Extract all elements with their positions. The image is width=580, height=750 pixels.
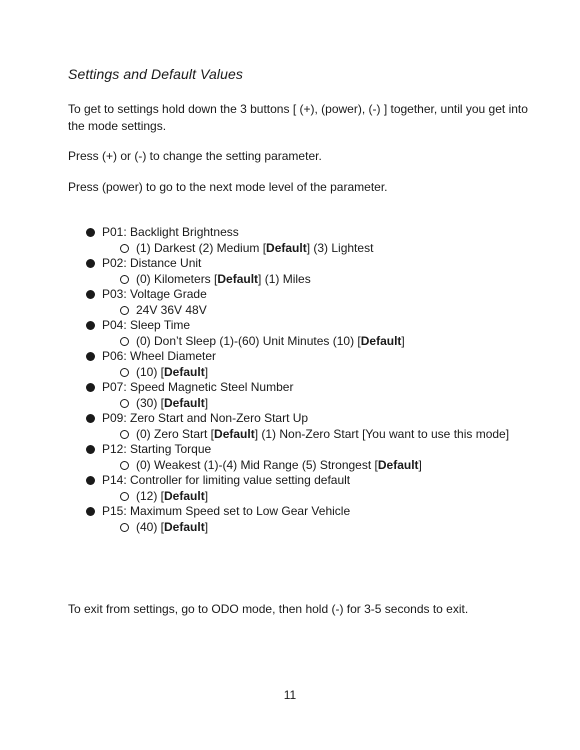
parameter-row — [86, 349, 556, 365]
parameter-item — [86, 442, 556, 473]
parameter-options — [86, 427, 556, 443]
hollow-circle-bullet-icon — [120, 523, 129, 532]
parameter-label: P01: Backlight Brightness — [102, 225, 239, 239]
parameter-options — [86, 365, 556, 381]
option-text: (10) [ — [136, 364, 165, 379]
parameter-row — [86, 442, 556, 458]
parameter-row — [86, 225, 556, 241]
parameter-label: P09: Zero Start and Non-Zero Start Up — [102, 411, 309, 425]
option-text: 24V 36V 48V — [136, 302, 207, 317]
parameter-options — [86, 303, 556, 319]
parameter-label: P07: Speed Magnetic Steel Number — [102, 380, 294, 394]
parameter-row — [86, 256, 556, 272]
parameter-item — [86, 287, 556, 318]
parameter-row — [86, 504, 556, 520]
option-text: (30) [ — [136, 395, 165, 410]
default-marker: Default — [266, 240, 307, 255]
parameter-options — [86, 272, 556, 288]
filled-bullet-icon — [86, 290, 95, 299]
parameter-label: P14: Controller for limiting value setting default — [102, 473, 351, 487]
parameter-item — [86, 318, 556, 349]
option-text: (0) Kilometers [ — [136, 271, 218, 286]
parameter-list — [86, 225, 556, 535]
hollow-circle-bullet-icon — [120, 461, 129, 470]
parameter-label: P15: Maximum Speed set to Low Gear Vehicle — [102, 504, 351, 518]
parameter-item — [86, 349, 556, 380]
filled-bullet-icon — [86, 228, 95, 237]
parameter-item — [86, 411, 556, 442]
default-marker: Default — [164, 488, 205, 503]
filled-bullet-icon — [86, 321, 95, 330]
parameter-options — [86, 489, 556, 505]
default-marker: Default — [377, 457, 419, 472]
parameter-label: P02: Distance Unit — [102, 256, 202, 270]
option-text: (1) Darkest (2) Medium [ — [136, 240, 267, 255]
default-marker: Default — [360, 333, 402, 348]
parameter-item — [86, 380, 556, 411]
hollow-circle-bullet-icon — [120, 244, 129, 253]
parameter-row — [86, 380, 556, 396]
change-parameter-paragraph: Press (+) or (-) to change the setting parameter. — [68, 149, 322, 163]
filled-bullet-icon — [86, 383, 95, 392]
parameter-row — [86, 318, 556, 334]
exit-paragraph: To exit from settings, go to ODO mode, then hold (-) for 3-5 seconds to exit. — [68, 602, 469, 616]
option-text: ] — [204, 519, 209, 534]
filled-bullet-icon — [86, 352, 95, 361]
parameter-label: P04: Sleep Time — [102, 318, 191, 332]
hollow-circle-bullet-icon — [120, 492, 129, 501]
parameter-options — [86, 334, 556, 350]
filled-bullet-icon — [86, 445, 95, 454]
hollow-circle-bullet-icon — [120, 275, 129, 284]
filled-bullet-icon — [86, 476, 95, 485]
option-text: (0) Weakest (1)-(4) Mid Range (5) Strongest [ — [136, 457, 378, 472]
hollow-circle-bullet-icon — [120, 368, 129, 377]
hollow-circle-bullet-icon — [120, 430, 129, 439]
parameter-label: P12: Starting Torque — [102, 442, 212, 456]
section-heading: Settings and Default Values — [68, 66, 243, 82]
option-text: ] (1) Miles — [258, 271, 311, 286]
intro-paragraph: To get to settings hold down the 3 buttons [ (+), (power), (-) ] together, until you get into the mode settings. — [68, 102, 528, 133]
hollow-circle-bullet-icon — [120, 337, 129, 346]
parameter-item — [86, 225, 556, 256]
hollow-circle-bullet-icon — [120, 399, 129, 408]
option-text: ] — [204, 364, 209, 379]
parameter-item — [86, 256, 556, 287]
parameter-row — [86, 411, 556, 427]
parameter-row — [86, 473, 556, 489]
default-marker: Default — [164, 364, 205, 379]
option-text: ] — [401, 333, 405, 348]
parameter-options — [86, 458, 556, 474]
parameter-options — [86, 396, 556, 412]
default-marker: Default — [164, 519, 205, 534]
parameter-item — [86, 504, 556, 535]
parameter-label: P06: Wheel Diameter — [102, 349, 217, 363]
filled-bullet-icon — [86, 414, 95, 423]
option-text: ] — [204, 395, 209, 410]
filled-bullet-icon — [86, 507, 95, 516]
page-number: 11 — [283, 688, 297, 702]
option-text: ] (1) Non-Zero Start [You want to use this mode] — [254, 426, 510, 441]
option-text: (0) Zero Start [ — [136, 426, 215, 441]
default-marker: Default — [217, 271, 259, 286]
next-level-paragraph: Press (power) to go to the next mode level of the parameter. — [68, 180, 388, 194]
option-text: ] — [418, 457, 422, 472]
parameter-row — [86, 287, 556, 303]
option-text: ] (3) Lightest — [306, 240, 374, 255]
default-marker: Default — [214, 426, 255, 441]
parameter-label: P03: Voltage Grade — [102, 287, 207, 301]
parameter-item — [86, 473, 556, 504]
parameter-options — [86, 241, 556, 257]
option-text: (12) [ — [136, 488, 165, 503]
parameter-options — [86, 520, 556, 536]
option-text: (40) [ — [136, 519, 165, 534]
hollow-circle-bullet-icon — [120, 306, 129, 315]
option-text: (0) Don’t Sleep (1)-(60) Unit Minutes (10) [ — [136, 333, 361, 348]
option-text: ] — [204, 488, 209, 503]
default-marker: Default — [164, 395, 205, 410]
filled-bullet-icon — [86, 259, 95, 268]
